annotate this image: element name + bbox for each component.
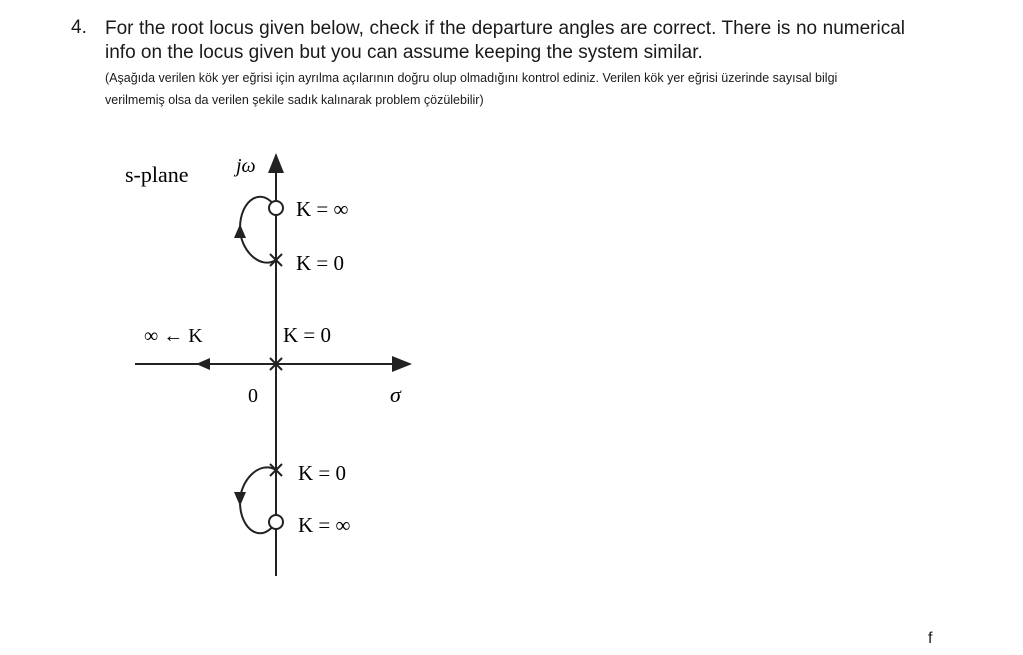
- origin-label: 0: [248, 385, 258, 407]
- left-branch-arrow: [196, 358, 210, 370]
- upper-zero-marker: [269, 201, 283, 215]
- origin-pole-label: K = 0: [283, 323, 332, 347]
- upper-locus-arrow: [234, 224, 246, 238]
- footer-mark: f: [928, 630, 933, 647]
- upper-zero-label: K = ∞: [296, 197, 349, 221]
- lower-zero-marker: [269, 515, 283, 529]
- lower-locus-arrow: [234, 492, 246, 506]
- lower-pole-label: K = 0: [298, 461, 347, 485]
- question-number: 4.: [71, 17, 87, 38]
- real-axis-label: σ: [390, 382, 401, 407]
- upper-pole-label: K = 0: [296, 251, 345, 275]
- question-translation: (Aşağıda verilen kök yer eğrisi için ayrılma açılarının doğru olup olmadığını kontrol ediniz. Verilen kök yer eğrisi üzerinde sayısal bilgi verilmemiş olsa da verilen şekile sadık kalınarak problem çözülebilir): [105, 71, 838, 107]
- imag-axis-label: jω: [236, 155, 256, 177]
- root-locus-diagram: [100, 140, 440, 580]
- s-plane-label: s-plane: [125, 162, 189, 187]
- lower-zero-label: K = ∞: [298, 513, 351, 537]
- left-branch-label: ∞ ← K: [144, 325, 203, 347]
- question-text: For the root locus given below, check if the departure angles are correct. There is no numerical info on the locus given but you can assume keeping the system similar.: [105, 18, 905, 63]
- root-locus-figure: [100, 140, 440, 580]
